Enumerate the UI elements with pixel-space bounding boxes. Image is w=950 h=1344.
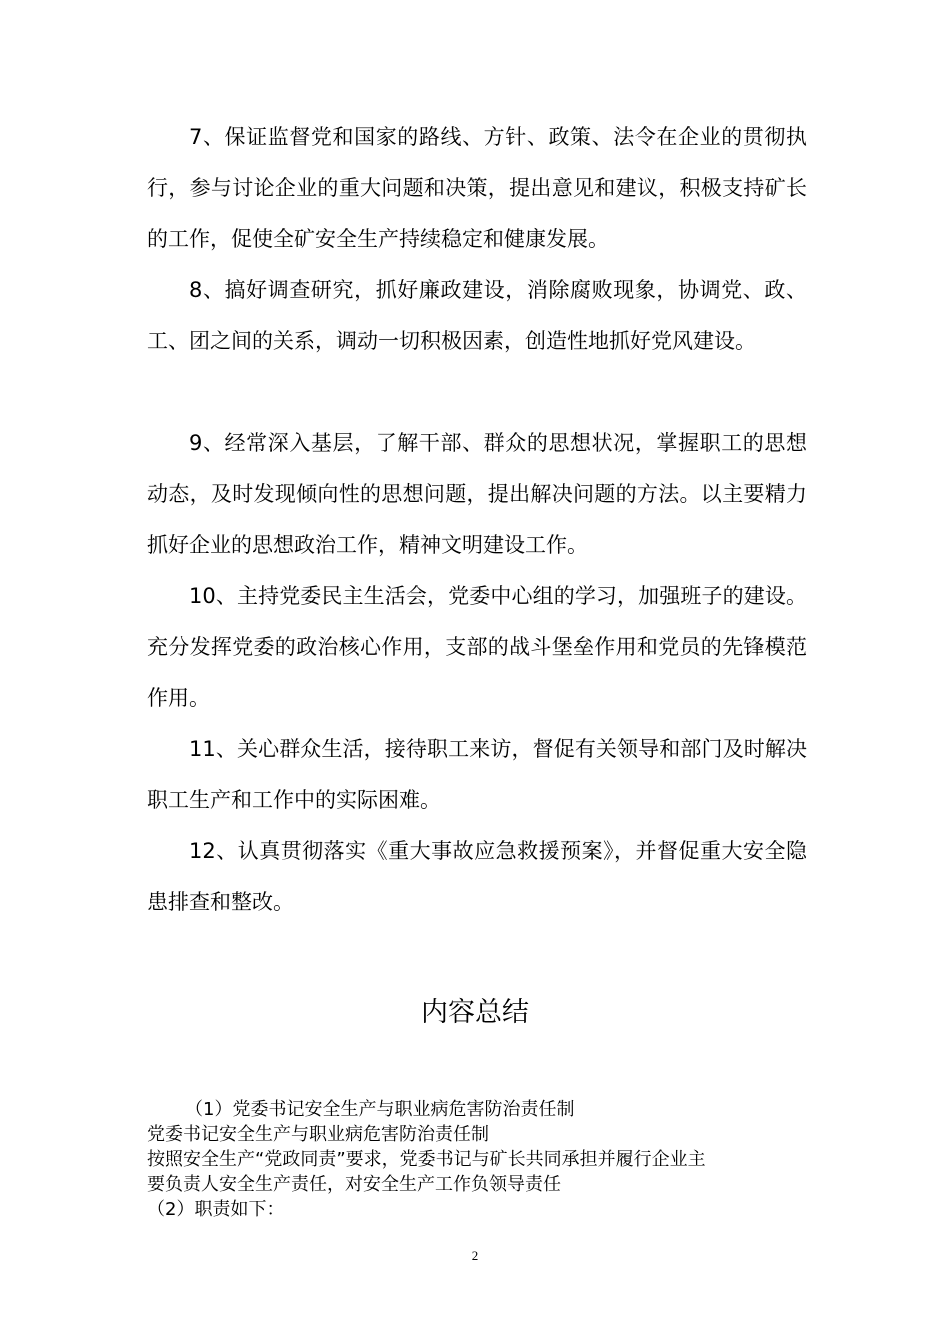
paragraph-item-10: 10、主持党委民主生活会，党委中心组的学习，加强班子的建设。充分发挥党委的政治核心作用，支部的战斗堡垒作用和党员的先锋模范作用。 [147, 584, 807, 710]
paragraph-item-11: 11、关心群众生活，接待职工来访，督促有关领导和部门及时解决职工生产和工作中的实际困难。 [147, 737, 807, 812]
paragraph-item-9: 9、经常深入基层，了解干部、群众的思想状况，掌握职工的思想动态，及时发现倾向性的思想问题，提出解决问题的方法。以主要精力抓好企业的思想政治工作，精神文明建设工作。 [147, 431, 807, 557]
summary-line-5: （2）职责如下： [147, 1199, 285, 1220]
paragraph-item-8: 8、搞好调查研究，抓好廉政建设，消除腐败现象，协调党、政、工、团之间的关系，调动一切积极因素，创造性地抓好党风建设。 [147, 278, 807, 353]
paragraph-item-12: 12、认真贯彻落实《重大事故应急救援预案》，并督促重大安全隐患排查和整改。 [147, 839, 807, 914]
summary-line-4: 要负责人安全生产责任，对安全生产工作负领导责任 [147, 1174, 561, 1195]
summary-title: 内容总结 [421, 997, 529, 1028]
summary-line-3: 按照安全生产“党政同责”要求，党委书记与矿长共同承担并履行企业主 [147, 1149, 706, 1170]
paragraph-item-7: 7、保证监督党和国家的路线、方针、政策、法令在企业的贯彻执行，参与讨论企业的重大问题和决策，提出意见和建议，积极支持矿长的工作，促使全矿安全生产持续稳定和健康发展。 [147, 125, 807, 251]
summary-line-1: （1）党委书记安全生产与职业病危害防治责任制 [185, 1099, 575, 1120]
page-number: 2 [471, 1248, 479, 1263]
summary-line-2: 党委书记安全生产与职业病危害防治责任制 [147, 1124, 489, 1145]
summary-block [147, 1097, 807, 1222]
